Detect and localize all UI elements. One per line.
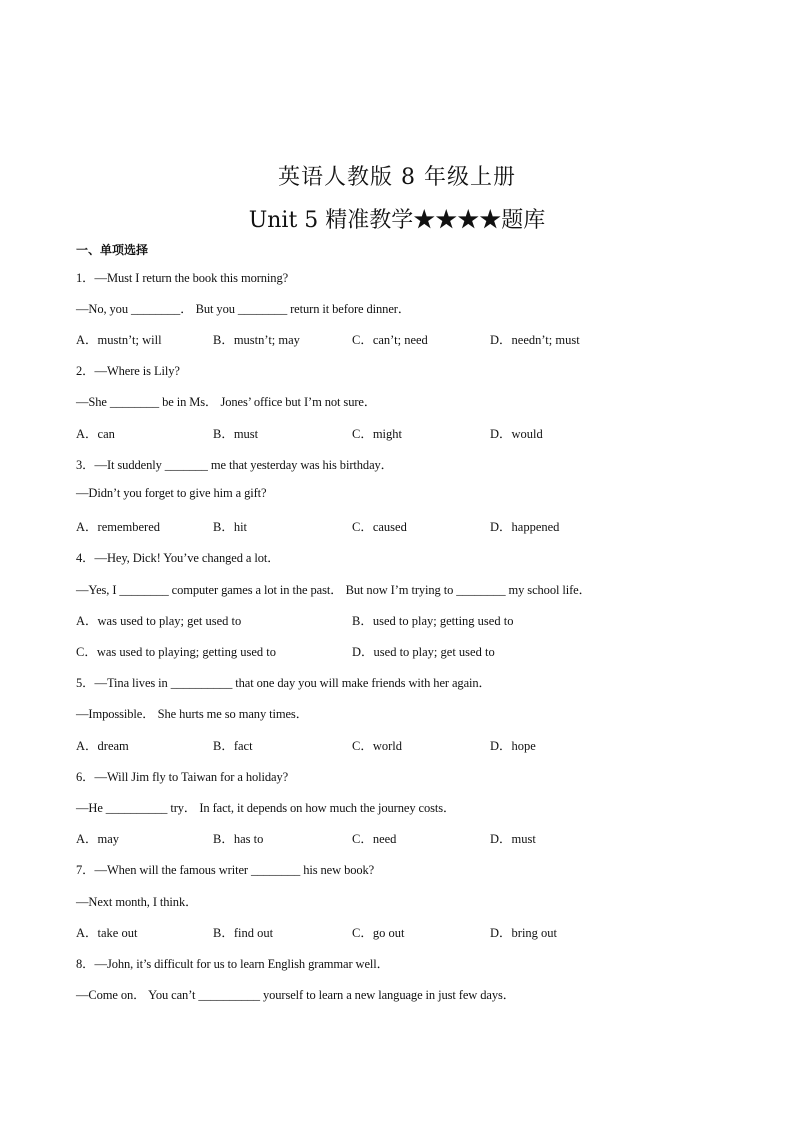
question-stem: 5．—Tina lives in __________ that one day you will make friends with her again．	[76, 676, 491, 690]
option-b: B．find out	[213, 926, 274, 940]
option-a: A．dream	[76, 739, 129, 753]
option-c: C．caused	[352, 520, 407, 534]
question-reply: —No, you ________． But you ________ return it before dinner．	[76, 302, 411, 316]
option-c: C．world	[352, 739, 403, 753]
question-stem: 6．—Will Jim fly to Taiwan for a holiday?	[76, 770, 289, 784]
option-a: A．mustn’t; will	[76, 333, 162, 347]
question-reply: —Next month, I think．	[76, 895, 198, 909]
question-stem: 4．—Hey, Dick! You’ve changed a lot．	[76, 551, 280, 565]
option-a: A．take out	[76, 926, 138, 940]
option-b: B．must	[213, 427, 259, 441]
option-d: D．used to play; get used to	[352, 645, 495, 659]
option-d: D．would	[490, 427, 543, 441]
option-b: B．hit	[213, 520, 248, 534]
option-c: C．was used to playing; getting used to	[76, 645, 276, 659]
question-reply: —Yes, I ________ computer games a lot in the past． But now I’m trying to ________ my school life．	[76, 583, 592, 597]
question-stem: 8．—John, it’s difficult for us to learn English grammar well．	[76, 957, 390, 971]
question-reply: —Impossible． She hurts me so many times．	[76, 707, 309, 721]
option-d: D．hope	[490, 739, 536, 753]
section-heading: 一、单项选择	[76, 243, 149, 257]
option-d: D．happened	[490, 520, 560, 534]
option-b: B．has to	[213, 832, 264, 846]
option-b: B．fact	[213, 739, 253, 753]
question-stem: 7．—When will the famous writer ________ his new book?	[76, 863, 375, 877]
question-stem: 1．—Must I return the book this morning?	[76, 271, 289, 285]
option-d: D．needn’t; must	[490, 333, 580, 347]
option-d: D．must	[490, 832, 536, 846]
option-b: B．used to play; getting used to	[352, 614, 514, 628]
option-d: D．bring out	[490, 926, 558, 940]
question-reply: —She ________ be in Ms． Jones’ office but I’m not sure．	[76, 395, 377, 409]
option-a: A．was used to play; get used to	[76, 614, 242, 628]
option-a: A．can	[76, 427, 115, 441]
question-reply: —He __________ try． In fact, it depends on how much the journey costs．	[76, 801, 456, 815]
option-a: A．may	[76, 832, 120, 846]
option-c: C．go out	[352, 926, 405, 940]
option-b: B．mustn’t; may	[213, 333, 300, 347]
option-c: C．can’t; need	[352, 333, 428, 347]
option-c: C．might	[352, 427, 403, 441]
option-c: C．need	[352, 832, 397, 846]
question-stem: 3．—It suddenly _______ me that yesterday was his birthday．	[76, 458, 394, 472]
document-subtitle: Unit 5 精准教学★★★★题库	[248, 208, 546, 233]
question-stem: 2．—Where is Lily?	[76, 364, 180, 378]
question-reply: —Come on． You can’t __________ yourself to learn a new language in just few days．	[76, 988, 516, 1002]
option-a: A．remembered	[76, 520, 160, 534]
question-reply: —Didn’t you forget to give him a gift?	[76, 486, 267, 500]
document-title: 英语人教版 8 年级上册	[278, 165, 516, 190]
